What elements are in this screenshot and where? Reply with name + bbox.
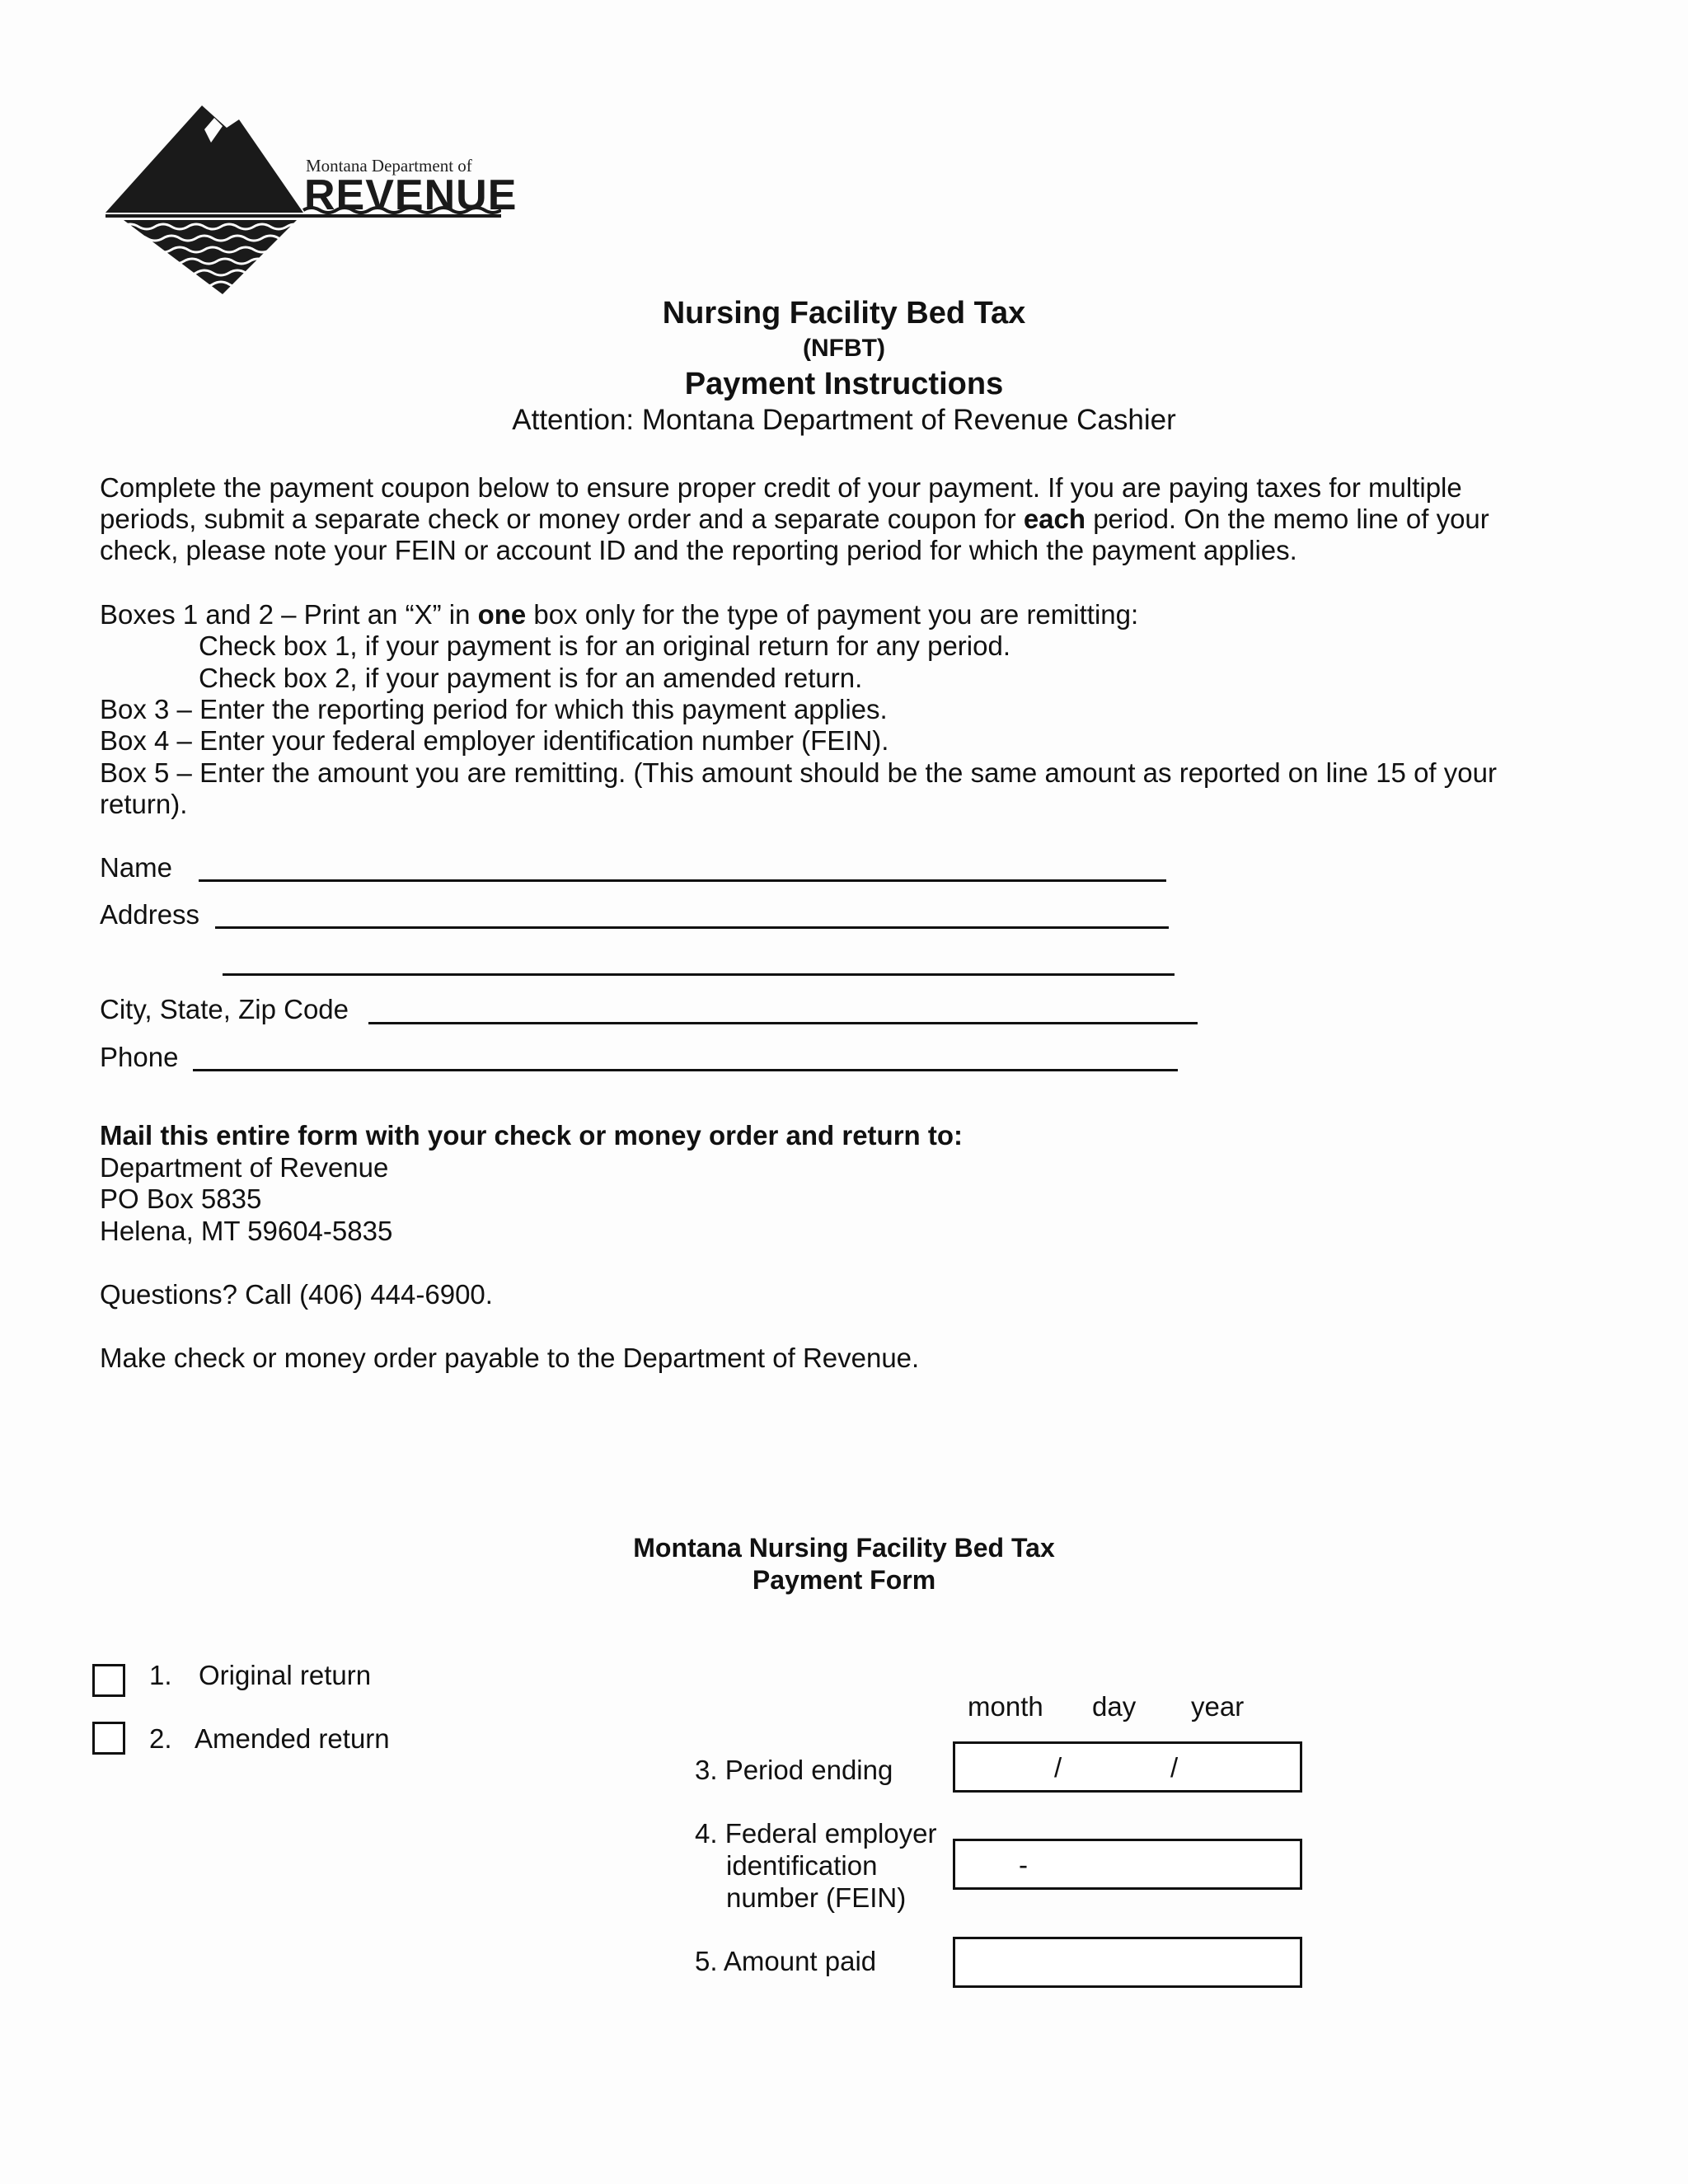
intro-line-1: Complete the payment coupon below to ensure proper credit of your payment. If you are paying taxes for multiple (100, 472, 1462, 503)
intro-line-2-post: period. On the memo line of your (1085, 504, 1489, 534)
page-subtitle: Payment Instructions (684, 367, 1004, 401)
original-return-number: 1. (149, 1660, 172, 1690)
phone-label: Phone (100, 1042, 179, 1072)
address-field-line-2[interactable] (223, 973, 1175, 976)
mail-line-1: Department of Revenue (100, 1152, 389, 1183)
name-label: Name (100, 852, 173, 883)
check-box-2-instruction: Check box 2, if your payment is for an amended return. (199, 663, 863, 693)
amount-paid-field[interactable] (953, 1937, 1302, 1988)
period-separator-2: / (1170, 1752, 1179, 1783)
mail-line-3: Helena, MT 59604-5835 (100, 1216, 393, 1246)
date-month-label: month (968, 1691, 1043, 1722)
phone-field[interactable] (193, 1069, 1178, 1071)
box-5-instruction-line-2: return). (100, 789, 188, 819)
date-day-label: day (1092, 1691, 1137, 1722)
box-5-instruction-line-1: Box 5 – Enter the amount you are remitting. (This amount should be the same amount as reported on line 15 of your (100, 757, 1497, 788)
amount-paid-label: 5. Amount paid (695, 1946, 877, 1976)
period-ending-field[interactable] (953, 1741, 1302, 1793)
boxes-line-1 (100, 598, 1138, 630)
period-separator-1: / (1054, 1752, 1062, 1783)
questions-line: Questions? Call (406) 444-6900. (100, 1279, 493, 1310)
logo-line1: Montana Department of (306, 156, 472, 176)
mail-heading: Mail this entire form with your check or money order and return to: (100, 1120, 963, 1151)
fein-field[interactable] (953, 1839, 1302, 1890)
fein-separator: - (1019, 1849, 1028, 1880)
box-4-instruction: Box 4 – Enter your federal employer identification number (FEIN). (100, 725, 889, 756)
page-abbr: (NFBT) (803, 335, 885, 362)
boxes-line-1-bold: one (477, 599, 527, 630)
fein-label-line-1: 4. Federal employer (695, 1818, 937, 1849)
amended-return-label: Amended return (195, 1723, 390, 1754)
city-state-zip-field[interactable] (368, 1022, 1198, 1024)
intro-line-3: check, please note your FEIN or account ID and the reporting period for which the payment applies. (100, 535, 1297, 565)
name-field[interactable] (199, 879, 1166, 882)
period-ending-label: 3. Period ending (695, 1755, 893, 1785)
page-title: Nursing Facility Bed Tax (662, 296, 1026, 330)
form-title: Montana Nursing Facility Bed Tax (633, 1533, 1055, 1563)
payable-line: Make check or money order payable to the Department of Revenue. (100, 1343, 920, 1373)
date-year-label: year (1191, 1691, 1245, 1722)
boxes-line-1-pre: Boxes 1 and 2 – Print an “X” in (100, 599, 478, 630)
intro-line-2 (100, 503, 1489, 535)
box-3-instruction: Box 3 – Enter the reporting period for which this payment applies. (100, 694, 888, 724)
check-box-1-instruction: Check box 1, if your payment is for an original return for any period. (199, 630, 1010, 661)
intro-line-2-pre: periods, submit a separate check or money order and a separate coupon for (100, 504, 1024, 534)
boxes-line-1-post: box only for the type of payment you are remitting: (526, 599, 1139, 630)
fein-label-line-3: number (FEIN) (726, 1882, 907, 1913)
address-field-line-1[interactable] (215, 926, 1169, 929)
mail-line-2: PO Box 5835 (100, 1183, 262, 1214)
original-return-checkbox[interactable] (92, 1664, 125, 1697)
form-subtitle: Payment Form (752, 1565, 936, 1595)
dor-logo (106, 103, 518, 309)
logo-line2: REVENUE (304, 171, 518, 219)
amended-return-checkbox[interactable] (92, 1722, 125, 1755)
city-state-zip-label: City, State, Zip Code (100, 994, 349, 1024)
address-label: Address (100, 899, 200, 930)
fein-label-line-2: identification (726, 1850, 878, 1881)
amended-return-number: 2. (149, 1723, 172, 1754)
intro-line-2-bold: each (1023, 504, 1086, 534)
attention-line: Attention: Montana Department of Revenue Cashier (512, 404, 1176, 436)
original-return-label: Original return (199, 1660, 372, 1690)
